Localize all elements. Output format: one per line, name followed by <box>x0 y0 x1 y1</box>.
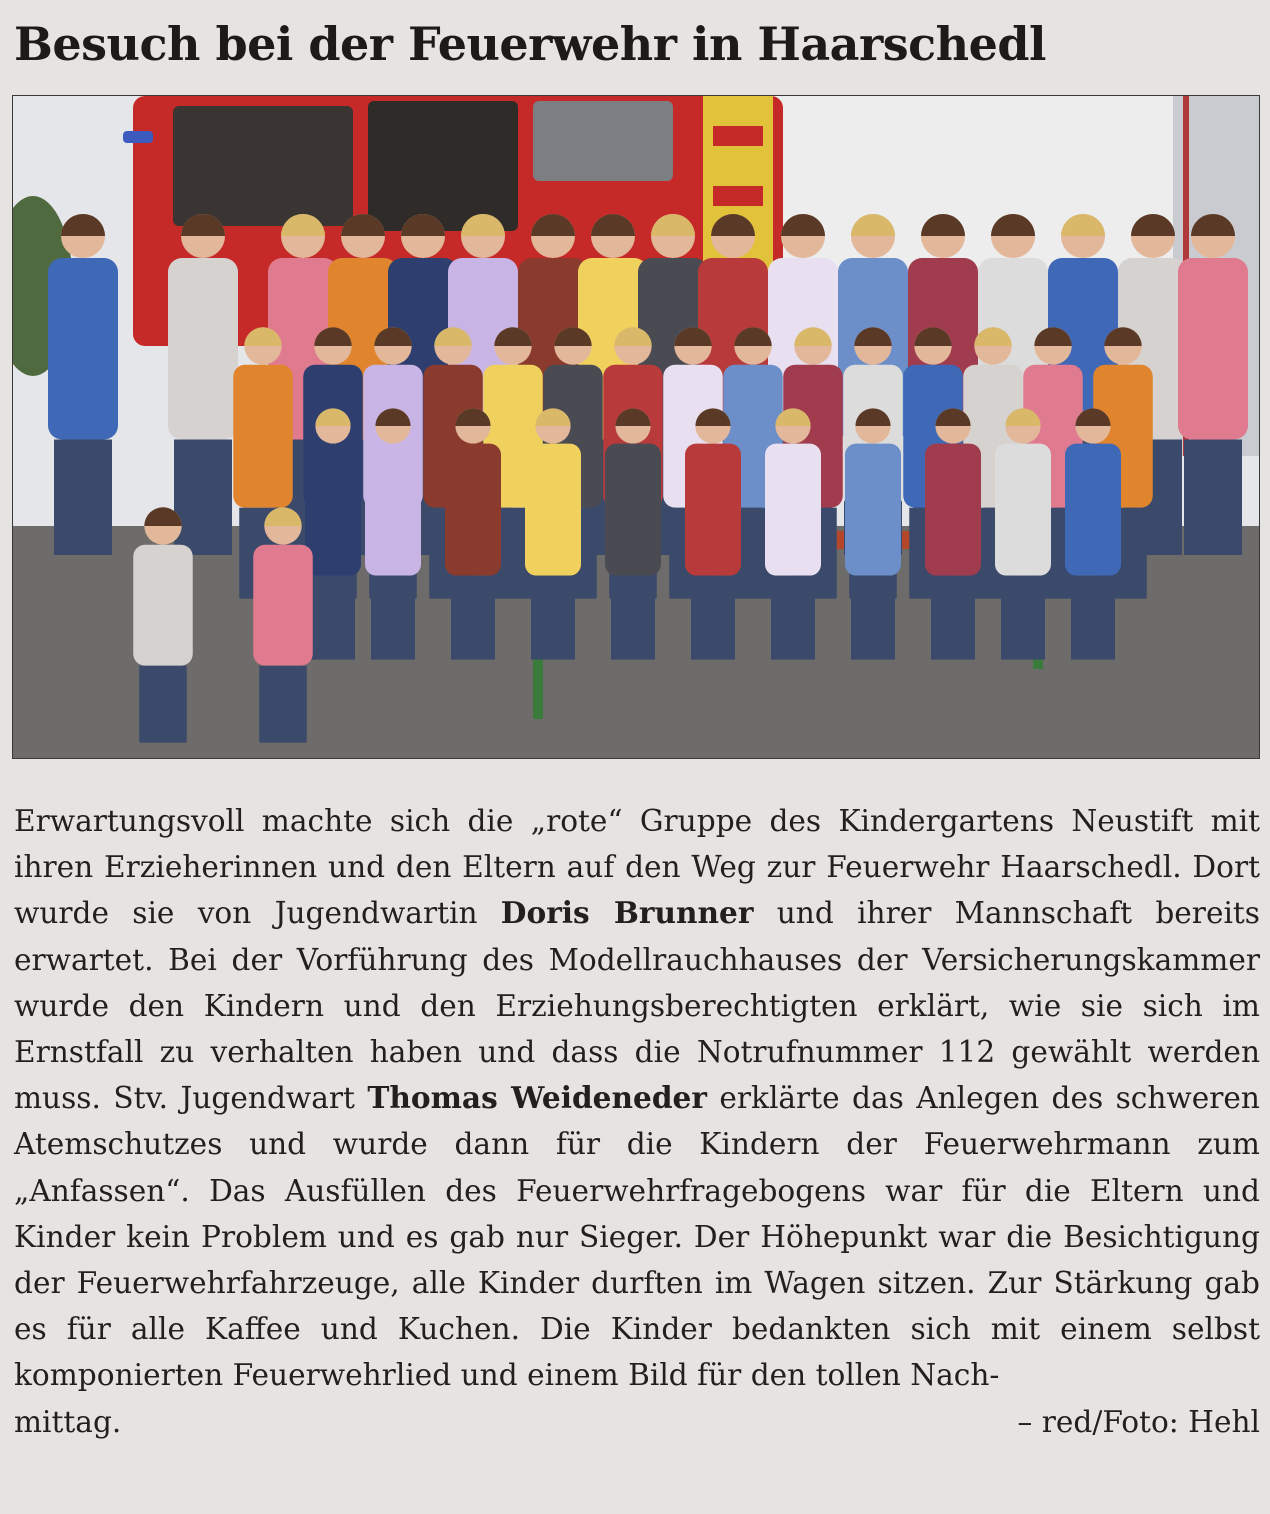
person-body <box>365 444 421 576</box>
article-last-line <box>14 1399 1260 1445</box>
headline: Besuch bei der Feuerwehr in Haarschedl <box>14 17 1046 71</box>
truck-window <box>368 101 518 231</box>
article-paragraph-3: erklärte das Anlegen des schweren Atemschutzes und wurde dann für die Kindern der Feuerwehrmann zum „Anfassen“. Das Ausfüllen des Feuerwehrfragebogens war für die Eltern und Kinder kein Problem und es gab nur Sieger. Der Höhepunkt war die Besichtigung der Feuerwehrfahrzeuge, alle Kinder durften im Wagen sitzen. Zur Stärkung gab es für alle Kaffee und Kuchen. Die Kinder bedankten sich mit einem selbst komponierten Feuerwehrlied und einem Bild für den tollen Nach- <box>14 1081 1260 1393</box>
article-text <box>14 798 1260 1445</box>
person-body <box>233 365 293 508</box>
person-body <box>685 444 741 576</box>
photo-credit: – red/Foto: Hehl <box>1017 1404 1260 1439</box>
blue-light <box>123 131 153 143</box>
person-legs <box>174 440 232 556</box>
truck-window <box>533 101 673 181</box>
person-body <box>48 258 118 440</box>
person-body <box>845 444 901 576</box>
person-body <box>605 444 661 576</box>
group-photo <box>12 95 1260 759</box>
person-body <box>925 444 981 576</box>
person-legs <box>371 576 415 660</box>
person-legs <box>771 576 815 660</box>
person-body <box>253 545 313 666</box>
person-legs <box>1071 576 1115 660</box>
person-body <box>765 444 821 576</box>
person-legs <box>531 576 575 660</box>
person-legs <box>691 576 735 660</box>
person-legs <box>139 666 187 743</box>
person-legs <box>259 666 307 743</box>
group-photo-illustration <box>13 96 1259 758</box>
person-legs <box>1001 576 1045 660</box>
person-legs <box>1184 440 1242 556</box>
article-last-word: mittag. <box>14 1404 122 1439</box>
article-paragraph-2: und ihrer Mannschaft bereits erwartet. Bei der Vorführung des Modellrauchhauses der Versicherungskammer wurde den Kindern und den Erziehungsberechtigten erklärt, wie sie sich im Ernstfall zu verhalten haben und dass die Notrufnummer 112 gewählt werden muss. Stv. Jugendwart <box>14 896 1260 1116</box>
person-legs <box>451 576 495 660</box>
person-body <box>525 444 581 576</box>
person-legs <box>54 440 112 556</box>
person-body <box>1178 258 1248 440</box>
person-name: Thomas Weideneder <box>367 1080 707 1116</box>
person-body <box>1065 444 1121 576</box>
person-name: Doris Brunner <box>500 895 754 931</box>
article-paragraph-1: Erwartungsvoll machte sich die „rote“ Gruppe des Kindergartens Neustift mit ihren Erzieherinnen und den Eltern auf den Weg zur Feuerwehr Haarschedl. Dort wurde sie von Jugendwartin <box>14 804 1260 931</box>
person-body <box>445 444 501 576</box>
person-legs <box>611 576 655 660</box>
person-body <box>995 444 1051 576</box>
person-legs <box>931 576 975 660</box>
person-body <box>305 444 361 576</box>
person-legs <box>851 576 895 660</box>
person-body <box>168 258 238 440</box>
person-body <box>133 545 193 666</box>
truck-window <box>173 106 353 226</box>
person-legs <box>311 576 355 660</box>
